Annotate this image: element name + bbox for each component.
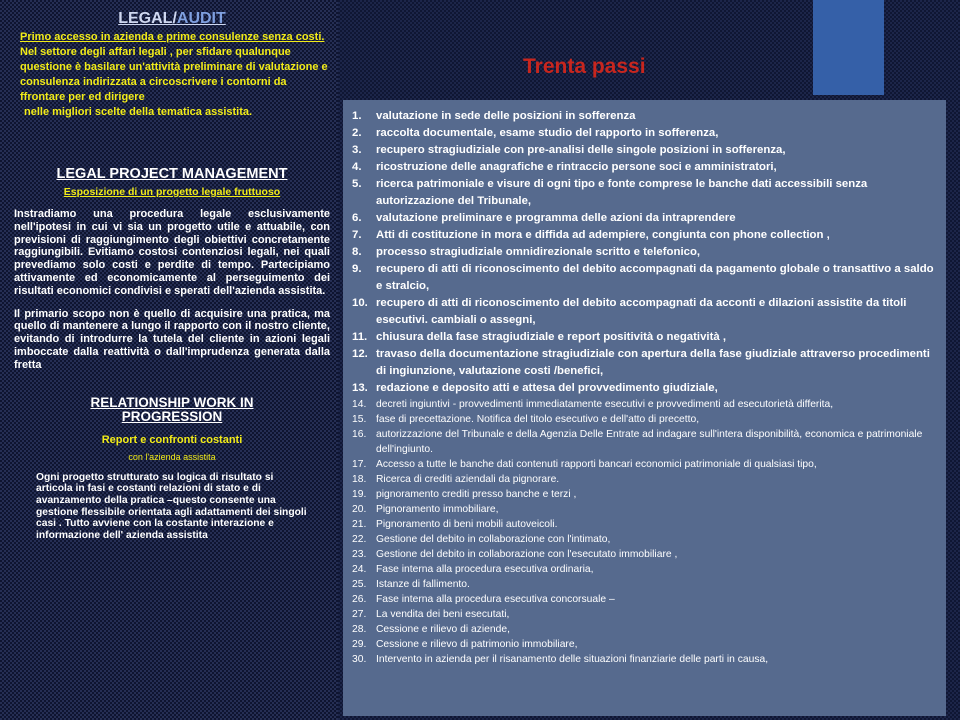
step-item [343,108,942,125]
step-item [343,210,942,227]
step-text: ricerca patrimoniale e visure di ogni tipo e fonte comprese le banche dati accessibili senza autorizzazione del Tribunale, [376,178,868,207]
lpm-paragraph-2: Il primario scopo non è quello di acquisire una pratica, ma quello di mantenere a lungo il rapporto con il nostro cliente, evitando di introdurre la tutela del cliente in azioni legali imboccate dalla reattività o dall'imprudenza generata dalla fretta [14,307,330,371]
step-number: 17. [352,459,367,470]
step-text: Fase interna alla procedura esecutiva concorsuale – [376,594,615,605]
step-item [343,592,942,607]
legal-audit-heading [14,10,330,28]
step-text: Fase interna alla procedura esecutiva ordinaria, [376,564,594,575]
step-number: 8. [352,246,362,258]
rw-subtitle-2: con l'azienda assistita [128,451,216,462]
rw-paragraph: Ogni progetto strutturato su logica di risultato si articola in fasi e costanti relazioni di stato e di avanzamento della pratica –questo consente una gestione flessibile orientata agli adattamenti dei singoli casi . Tutto avviene con la costante interazione e informazione dell' azienda assistita [36,471,307,542]
step-text: Accesso a tutte le banche dati contenuti rapporti bancari economici patrimoniale di qualsiasi tipo, [376,459,817,470]
step-text: recupero di atti di riconoscimento del debito accompagnati da acconti e dilazioni assistite da titoli esecutivi. cambiali o assegni, [376,297,907,326]
lpm-subtitle: Esposizione di un progetto legale fruttuoso [63,186,281,198]
step-item [343,295,942,329]
step-item [343,380,942,397]
step-text: valutazione in sede delle posizioni in sofferenza [376,110,636,122]
left-column [14,10,330,542]
step-item [343,244,942,261]
step-item [343,176,942,210]
step-text: recupero di atti di riconoscimento del debito accompagnati da pagamento globale o transattivo a saldo e stralcio, [376,263,934,292]
step-item [343,412,942,427]
step-text: recupero stragiudiziale con pre-analisi delle singole posizioni in sofferenza, [376,144,786,156]
step-item [343,487,942,502]
step-number: 16. [352,429,367,440]
step-number: 19. [352,489,367,500]
step-text: Cessione e rilievo di patrimonio immobiliare, [376,639,578,650]
step-text: La vendita dei beni esecutati, [376,609,510,620]
step-text: Intervento in azienda per il risanamento delle situazioni finanziarie delle parti in causa, [376,654,769,665]
intro-line-3: nelle migliori scelte della tematica assistita. [24,106,253,118]
step-text: Pignoramento di beni mobili autoveicoli. [376,519,558,530]
step-item [343,227,942,244]
step-text: travaso della documentazione stragiudiziale con apertura della fase giudiziale attraverso procedimenti di ingiunzione, valutazione costi /benefici, [376,348,930,377]
intro-line-1: Primo accesso in azienda e prime consulenze senza costi. [20,31,325,43]
step-text: decreti ingiuntivi - provvedimenti immediatamente esecutivi e provvedimenti ad esecutorietà differita, [376,399,834,410]
step-item [343,607,942,622]
step-item [343,346,942,380]
step-number: 18. [352,474,367,485]
step-number: 4. [352,161,362,173]
steps-box [343,100,946,716]
step-item [343,652,942,667]
step-number: 21. [352,519,367,530]
step-text: Ricerca di crediti aziendali da pignorare. [376,474,560,485]
step-number: 13. [352,382,368,394]
step-number: 5. [352,178,362,190]
step-number: 23. [352,549,367,560]
step-number: 27. [352,609,367,620]
legal-label: LEGAL [118,10,173,27]
step-number: 29. [352,639,367,650]
step-text: ricostruzione delle anagrafiche e rintraccio persone soci e amministratori, [376,161,777,173]
step-item [343,261,942,295]
step-number: 26. [352,594,367,605]
step-text: fase di precettazione. Notifica del titolo esecutivo e dell'atto di precetto, [376,414,700,425]
step-item [343,142,942,159]
step-number: 1. [352,110,362,122]
step-text: Pignoramento immobiliare, [376,504,499,515]
step-text: raccolta documentale, esame studio del rapporto in sofferenza, [376,127,719,139]
step-text: Cessione e rilievo di aziende, [376,624,510,635]
step-number: 7. [352,229,362,241]
decorative-blue-strip [813,0,884,95]
step-number: 10. [352,297,368,309]
lpm-title: LEGAL PROJECT MANAGEMENT [56,166,288,182]
step-text: processo stragiudiziale omnidirezionale scritto e telefonico, [376,246,701,258]
step-text: valutazione preliminare e programma delle azioni da intraprendere [376,212,736,224]
step-number: 30. [352,654,367,665]
intro-block [14,30,330,120]
step-item [343,329,942,346]
rw-subtitle-1: Report e confronti costanti [101,433,243,446]
step-number: 3. [352,144,362,156]
slash-label: / [172,10,177,27]
rw-title: RELATIONSHIP WORK IN PROGRESSION [90,394,254,424]
step-number: 20. [352,504,367,515]
step-item [343,397,942,412]
step-text: Gestione del debito in collaborazione con l'intimato, [376,534,611,545]
step-item [343,562,942,577]
step-item [343,427,942,457]
step-number: 25. [352,579,367,590]
steps-list-main [343,100,946,397]
step-text: Atti di costituzione in mora e diffida ad adempiere, congiunta con phone collection , [376,229,830,241]
step-number: 12. [352,348,368,360]
step-item [343,159,942,176]
step-item [343,547,942,562]
step-number: 28. [352,624,367,635]
lpm-paragraph-1: Instradiamo una procedura legale esclusivamente nell'ipotesi in cui vi sia un progetto utile e attuabile, con previsioni di raggiungimento degli obiettivi concretamente raggiungibili. Evitiamo costosi contenziosi legali, nei quali prevediamo solo costi e perdite di tempo. Partecipiamo attivamente ed economicamente al perseguimento dei risultati economici condivisi e sperati dell'azienda assistita. [14,208,330,297]
intro-line-2: Nel settore degli affari legali , per sfidare qualunque questione è basilare un'attività preliminare di valutazione e consulenza indirizzata a circoscrivere i contorni da ffrontare per ed dirigere [20,46,328,103]
audit-label: AUDIT [176,10,226,27]
step-text: Istanze di fallimento. [376,579,470,590]
step-item [343,532,942,547]
step-text: Gestione del debito in collaborazione con l'esecutato immobiliare , [376,549,678,560]
step-item [343,637,942,652]
step-number: 22. [352,534,367,545]
step-item [343,472,942,487]
step-number: 2. [352,127,362,139]
step-item [343,457,942,472]
steps-list-secondary [343,397,946,667]
step-number: 9. [352,263,362,275]
step-number: 24. [352,564,367,575]
step-item [343,125,942,142]
page-title: Trenta passi [523,55,646,78]
step-text: autorizzazione del Tribunale e della Agenzia Delle Entrate ad indagare sull'intera disponibilità, economica e patrimoniale dell'ingiunto. [376,429,923,455]
step-number: 14. [352,399,367,410]
step-item [343,502,942,517]
step-item [343,517,942,532]
step-text: redazione e deposito atti e attesa del provvedimento giudiziale, [376,382,718,394]
step-number: 6. [352,212,362,224]
step-text: pignoramento crediti presso banche e terzi , [376,489,577,500]
step-item [343,622,942,637]
step-number: 15. [352,414,367,425]
step-number: 11. [352,331,368,343]
step-text: chiusura della fase stragiudiziale e report positività o negatività , [376,331,727,343]
step-item [343,577,942,592]
